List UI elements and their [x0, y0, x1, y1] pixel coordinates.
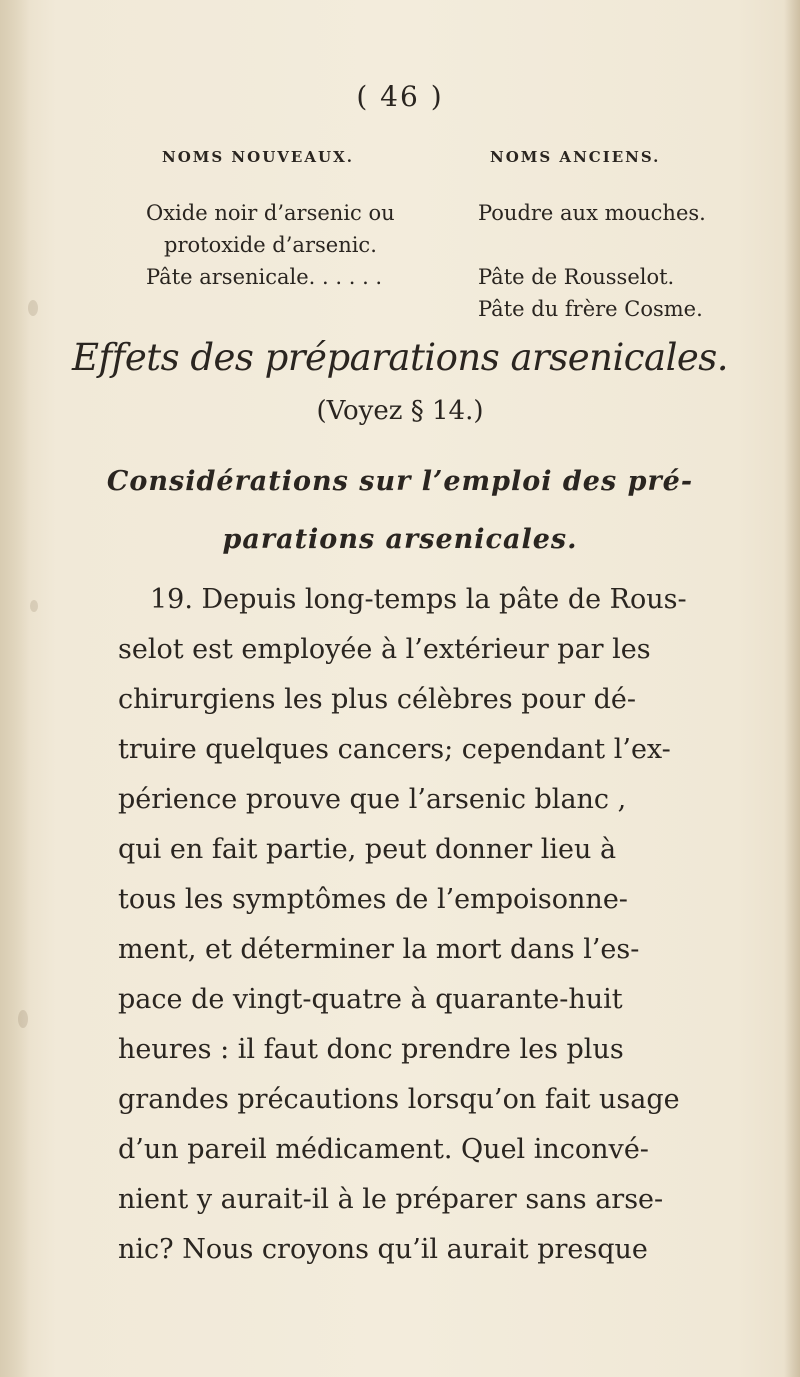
old-name-entry: Poudre aux mouches.	[478, 201, 706, 225]
old-name-entry: Pâte du frère Cosme.	[478, 297, 703, 321]
new-name-entry: Oxide noir d’arsenic ou	[146, 201, 395, 225]
paragraph-line: truire quelques cancers; cependant l’ex-	[118, 734, 671, 765]
paragraph-line: tous les symptômes de l’empoisonne-	[118, 884, 628, 915]
paragraph-line: heures : il faut donc prendre les plus	[118, 1034, 624, 1065]
paragraph-line: d’un pareil médicament. Quel inconvé-	[118, 1134, 649, 1165]
new-name-entry: Pâte arsenicale. . . . . .	[146, 265, 383, 289]
column-header-old-names: NOMS ANCIENS.	[490, 148, 661, 166]
cross-reference: (Voyez § 14.)	[316, 396, 484, 426]
paragraph-line: 19. Depuis long-temps la pâte de Rous-	[150, 584, 687, 615]
paragraph-line: nient y aurait-il à le préparer sans arse-	[118, 1184, 664, 1215]
page-number: ( 46 )	[356, 80, 444, 113]
subsection-title-line: parations arsenicales.	[222, 524, 578, 555]
paragraph-line: pace de vingt-quatre à quarante-huit	[118, 984, 623, 1015]
paragraph-line: nic? Nous croyons qu’il aurait presque	[118, 1234, 648, 1265]
paragraph-line: qui en fait partie, peut donner lieu à	[118, 834, 617, 865]
paragraph-line: chirurgiens les plus célèbres pour dé-	[118, 684, 636, 715]
paragraph-line: grandes précautions lorsqu’on fait usage	[118, 1084, 680, 1115]
paragraph-line: selot est employée à l’extérieur par les	[118, 634, 651, 665]
new-name-entry: protoxide d’arsenic.	[164, 233, 377, 257]
section-title: Effets des préparations arsenicales.	[71, 336, 729, 379]
paragraph-line: périence prouve que l’arsenic blanc ,	[118, 784, 627, 815]
old-name-entry: Pâte de Rousselot.	[478, 265, 675, 289]
paragraph-line: ment, et déterminer la mort dans l’es-	[118, 934, 640, 965]
column-header-new-names: NOMS NOUVEAUX.	[162, 148, 354, 166]
subsection-title-line: Considérations sur l’emploi des pré-	[106, 466, 694, 497]
